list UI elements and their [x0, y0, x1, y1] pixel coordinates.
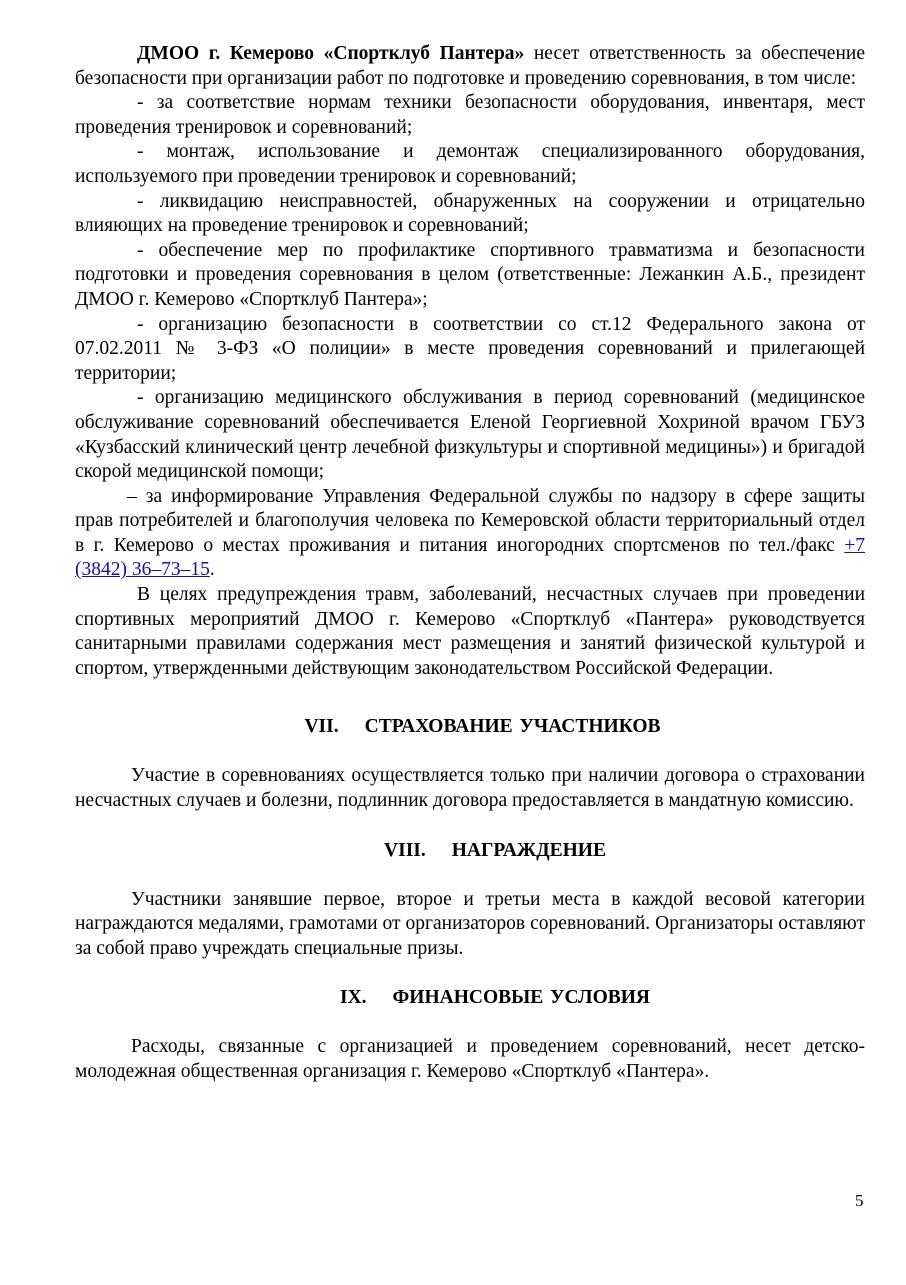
phone-link[interactable]: +7 (3842) 36–73–15: [75, 534, 865, 581]
awards-paragraph: Участники занявшие первое, второе и третьи места в каждой весовой категории награждаются медалями, грамотами от организаторов соревнований. Организаторы оставляют за собой право учреждать специальные призы.: [75, 888, 865, 959]
intro-paragraph: [75, 42, 865, 91]
list-item: - организацию медицинского обслуживания в период соревнований (медицинское обслуживание соревнований обеспечивается Еленой Георгиевной Хохриной врачом ГБУЗ «Кузбасский клинический центр лечебной физкультуры и спортивной медицины») и бригадой скорой медицинской помощи;: [75, 387, 865, 483]
section-title: СТРАХОВАНИЕ УЧАСТНИКОВ: [364, 716, 661, 738]
section-heading-finance: [75, 986, 865, 1010]
org-name: ДМОО г. Кемерово «Спортклуб Пантера»: [137, 43, 525, 64]
section-number: VII.: [304, 716, 339, 738]
prevention-paragraph: В целях предупреждения травм, заболеваний, несчастных случаев при проведении спортивных мероприятий ДМОО г. Кемерово «Спортклуб «Пантера» руководствуется санитарными правилами содержания мест размещения и занятий физической культурой и спортом, утвержденными действующим законодательством Российской Федерации.: [75, 584, 865, 679]
section-heading-awards: [75, 839, 865, 863]
list-item: - за соответствие нормам техники безопасности оборудования, инвентаря, мест проведения тренировок и соревнований;: [75, 92, 865, 138]
insurance-paragraph: Участие в соревнованиях осуществляется только при наличии договора о страховании несчастных случаев и болезни, подлинник договора предоставляется в мандатную комиссию.: [75, 765, 865, 812]
section-heading-insurance: [75, 715, 865, 739]
list-item: - обеспечение мер по профилактике спортивного травматизма и безопасности подготовки и проведения соревнования в целом (ответственные: Лежанкин А.Б., президент ДМОО г. Кемерово «Спортклуб Пантера»;: [75, 239, 865, 310]
informing-paragraph: [75, 485, 865, 583]
finance-paragraph: Расходы, связанные с организацией и проведением соревнований, несет детско-молодежная общественная организация г. Кемерово «Спортклуб «Пантера».: [75, 1036, 865, 1082]
document-body: [75, 42, 865, 1085]
list-item: - ликвидацию неисправностей, обнаруженных на сооружении и отрицательно влияющих на проведение тренировок и соревнований;: [75, 190, 865, 237]
informing-text: – за информирование Управления Федеральной службы по надзору в сфере защиты прав потребителей и благополучия человека по Кемеровской области территориальный отдел в г. Кемерово о местах проживания и питания иногородних спортсменов по тел./факс: [75, 485, 865, 556]
section-title: НАГРАЖДЕНИЕ: [451, 839, 606, 861]
section-number: VIII.: [384, 839, 426, 861]
page-number: 5: [855, 1191, 864, 1210]
list-item: - монтаж, использование и демонтаж специализированного оборудования, используемого при проведении тренировок и соревнований;: [75, 141, 865, 187]
list-item: - организацию безопасности в соответствии со ст.12 Федерального закона от 07.02.2011 № 3-ФЗ «О полиции» в месте проведения соревнований и прилегающей территории;: [75, 313, 865, 384]
section-title: ФИНАНСОВЫЕ УСЛОВИЯ: [392, 987, 651, 1009]
informing-end: .: [209, 559, 215, 581]
intro-text: несет ответственность за обеспечение безопасности при организации работ по подготовке и проведению соревнования, в том числе:: [75, 43, 865, 89]
section-number: IX.: [339, 987, 367, 1009]
